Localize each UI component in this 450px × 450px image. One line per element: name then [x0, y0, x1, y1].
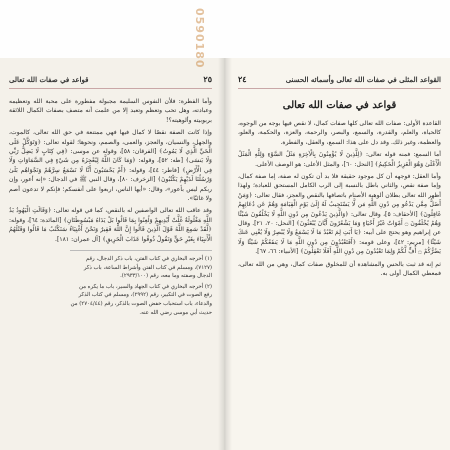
left-page-number: ٢٥ — [203, 74, 212, 84]
left-paragraph-1: وأما الفطرة: فلأن النفوس السليمة مجبولة مفطورة على محبة الله وتعظيمه وعبادته، وهل تحب وتعظم وتعبد إلا من علمت أنه متصف بصفات الكمال اللائقة بربوبيته وألوهيته؟! — [9, 98, 212, 124]
left-paragraph-3: وقد عاقب الله تعالى الواصفين له بالنقص، كما في قوله تعالى: ﴿وَقَالَتِ الْيَهُودُ يَدُ اللَّهِ مَغْلُولَةٌ غُلَّتْ أَيْدِيهِمْ وَلُعِنُوا بِمَا قَالُوا بَلْ يَدَاهُ مَبْسُوطَتَانِ﴾ [المائدة: ٦٤]، وقوله: ﴿لَّقَدْ سَمِعَ اللَّهُ قَوْلَ الَّذِينَ قَالُوا إِنَّ اللَّهَ فَقِيرٌ وَنَحْنُ أَغْنِيَاءُ سَنَكْتُبُ مَا قَالُوا وَقَتْلَهُمُ الْأَنبِيَاءَ بِغَيْرِ حَقٍّ وَنَقُولُ ذُوقُوا عَذَابَ الْحَرِيقِ﴾ [آل عمران: ١٨١]. — [9, 207, 212, 243]
left-running-head: قواعد في صفات الله تعالى — [9, 74, 89, 84]
right-running-head: القواعد المثلى في صفات الله تعالى وأسمائه الحسنى — [285, 74, 441, 84]
section-title: قواعد في صفات الله تعالى — [282, 100, 397, 111]
right-page — [225, 58, 450, 450]
right-paragraph-2: أما السمع: فمنه قوله تعالى: ﴿لِلَّذِينَ لَا يُؤْمِنُونَ بِالْآخِرَةِ مَثَلُ السَّوْءِ وَلِلَّهِ الْمَثَلُ الْأَعْلَىٰ وَهُوَ الْعَزِيزُ الْحَكِيمُ﴾ [النحل: ٦٠]، والمثل الأعلى: هو الوصف الأعلى. — [238, 151, 441, 168]
left-paragraph-2: وإذا كانت الصفة نقصًا لا كمال فيها فهي ممتنعة في حق الله تعالى، كالموت، والجهل، والنسيان، والعجز، والعمى، والصمم، ونحوها؛ لقوله تعالى: ﴿وَتَوَكَّلْ عَلَى الْحَيِّ الَّذِي لَا يَمُوتُ﴾ [الفرقان: ٥٨]، وقوله عن موسى: ﴿فِي كِتَابٍ لَا يَضِلُّ رَبِّي وَلَا يَنسَى﴾ [طه: ٥٢]، وقوله: ﴿وَمَا كَانَ اللَّهُ لِيُعْجِزَهُ مِن شَيْءٍ فِي السَّمَاوَاتِ وَلَا فِي الْأَرْضِ﴾ [فاطر: ٤٤]، وقوله: ﴿أَمْ يَحْسَبُونَ أَنَّا لَا نَسْمَعُ سِرَّهُمْ وَنَجْوَاهُم بَلَىٰ وَرُسُلُنَا لَدَيْهِمْ يَكْتُبُونَ﴾ [الزخرف: ٨٠]، وقال النبي ﷺ في الدجال: «إنه أعور، وإن ربكم ليس بأعور»، وقال: «أيها الناس، اربعوا على أنفسكم؛ فإنكم لا تدعون أصم ولا غائبًا». — [9, 129, 213, 203]
left-footnotes — [70, 250, 212, 317]
right-page-number: ٢٤ — [238, 74, 247, 84]
footnote-2: (٢) أخرجه البخاري في كتاب الجهاد والسير، باب ما يكره من رفع الصوت في التكبير، رقم (٢٩٩٢)، ومسلم في كتاب الذكر والدعاء، باب استحباب خفض الصوت بالذكر، رقم (٢٧٠٤/٤٤) من حديث أبي موسى رضي الله عنه. — [70, 283, 212, 316]
right-paragraph-1: القاعدة الأولى: صفات الله تعالى كلها صفات كمال، لا نقص فيها بوجه من الوجوه، كالحياة، والعلم، والقدرة، والسمع، والبصر، والرحمة، والعزة، والحكمة، والعلو، والعظمة، وغير ذلك. وقد دل على هذا: السمع، والعقل، والفطرة. — [238, 120, 441, 146]
footnote-1: (١) أخرجه البخاري في كتاب الفتن، باب ذكر الدجال، رقم (٧١٢٧)، ومسلم في كتاب الفتن وأشراط الساعة، باب ذكر الدجال وصفته وما معه، رقم (٢٩٣٣/١٠٠). — [83, 256, 212, 280]
book-gutter — [218, 58, 232, 450]
right-page-header — [238, 70, 441, 89]
right-paragraph-3: وأما العقل: فوجهه أن كل موجود حقيقة فلا بد أن تكون له صفة، إما صفة كمال، وإما صفة نقص، والثاني باطل بالنسبة إلى الرب الكامل المستحق للعبادة؛ ولهذا أظهر الله تعالى بطلان ألوهية الأصنام باتصافها بالنقص والعجز، فقال تعالى: ﴿وَمَنْ أَضَلُّ مِمَّن يَدْعُو مِن دُونِ اللَّهِ مَن لَّا يَسْتَجِيبُ لَهُ إِلَىٰ يَوْمِ الْقِيَامَةِ وَهُمْ عَن دُعَائِهِمْ غَافِلُونَ﴾ [الأحقاف: ٥]، وقال تعالى: ﴿وَالَّذِينَ يَدْعُونَ مِن دُونِ اللَّهِ لَا يَخْلُقُونَ شَيْئًا وَهُمْ يُخْلَقُونَ ۝ أَمْوَاتٌ غَيْرُ أَحْيَاءٍ وَمَا يَشْعُرُونَ أَيَّانَ يُبْعَثُونَ﴾ [النحل: ٢٠، ٢١]. وقال عن إبراهيم وهو يحتج على أبيه: ﴿يَا أَبَتِ لِمَ تَعْبُدُ مَا لَا يَسْمَعُ وَلَا يُبْصِرُ وَلَا يُغْنِي عَنكَ شَيْئًا﴾ [مريم: ٤٢]، وعلى قومه: ﴿أَفَتَعْبُدُونَ مِن دُونِ اللَّهِ مَا لَا يَنفَعُكُمْ شَيْئًا وَلَا يَضُرُّكُمْ ۝ أُفٍّ لَّكُمْ وَلِمَا تَعْبُدُونَ مِن دُونِ اللَّهِ أَفَلَا تَعْقِلُونَ﴾ [الأنبياء: ٦٦، ٦٧]. — [238, 173, 441, 256]
watermark: 0590180 — [193, 8, 206, 69]
right-paragraph-4: ثم إنه قد ثبت بالحس والمشاهدة أن للمخلوق صفات كمال، وهي من الله تعالى، فمعطي الكمال أولى به. — [238, 260, 441, 278]
